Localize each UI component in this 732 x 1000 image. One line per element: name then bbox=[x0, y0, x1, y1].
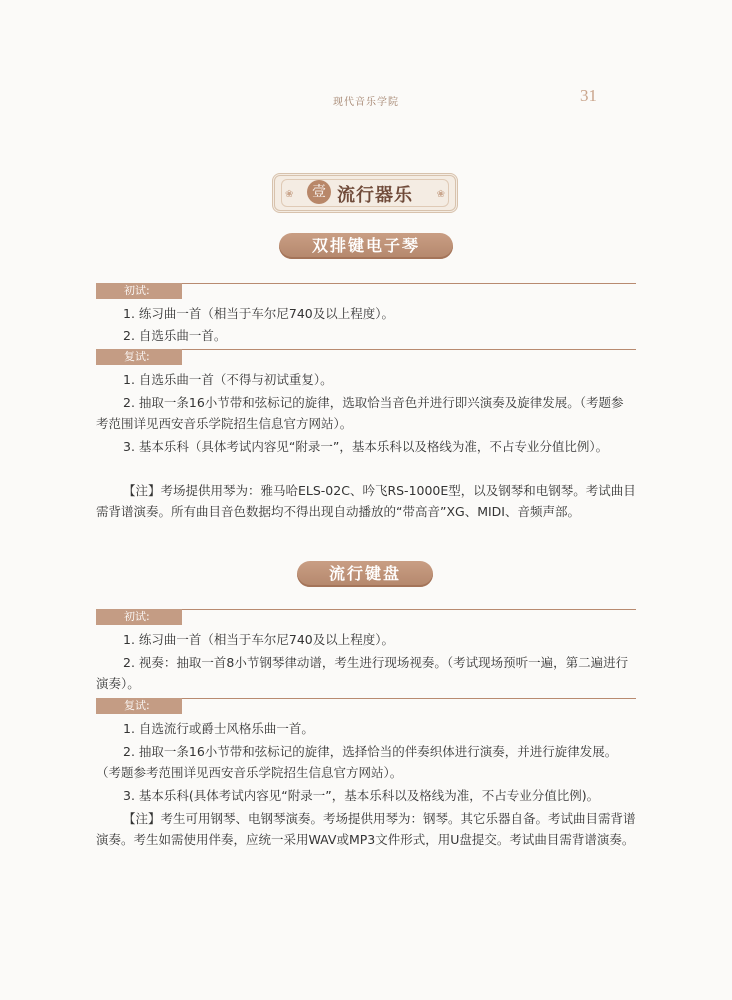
section-title: 流行器乐 bbox=[337, 185, 413, 206]
paragraph: 2. 视奏：抽取一首8小节钢琴律动谱，考生进行现场视奏。（考试现场预听一遍，第二遍进行演奏）。 bbox=[96, 655, 629, 691]
paragraph: 2. 抽取一条16小节带和弦标记的旋律，选取恰当音色并进行即兴演奏及旋律发展。（考题参考范围详见西安音乐学院招生信息官方网站）。 bbox=[96, 395, 624, 431]
ornament-right-icon: ❀ bbox=[436, 189, 445, 200]
label-preliminary bbox=[96, 283, 636, 299]
note-paragraph: 【注】考场提供用琴为：雅马哈ELS-02C、吟飞RS-1000E型，以及钢琴和电钢琴。考试曲目需背谱演奏。所有曲目音色数据均不得出现自动播放的“带高音”XG、MIDI、音频声部。 bbox=[96, 483, 636, 519]
note-paragraph: 【注】考生可用钢琴、电钢琴演奏。考场提供用琴为：钢琴。其它乐器自备。考试曲目需背谱演奏。考生如需使用伴奏，应统一采用WAV或MP3文件形式，用U盘提交。考试曲目需背谱演奏。 bbox=[96, 811, 636, 847]
paragraph: 1. 自选流行或爵士风格乐曲一首。 bbox=[123, 721, 314, 736]
label-final bbox=[96, 698, 636, 714]
paragraph: 3. 基本乐科（具体考试内容见“附录一”，基本乐科以及格线为准，不占专业分值比例）。 bbox=[123, 439, 609, 454]
label-preliminary bbox=[96, 609, 636, 625]
label-tag: 初试: bbox=[96, 283, 182, 299]
paragraph: 2. 自选乐曲一首。 bbox=[123, 328, 227, 343]
section-banner bbox=[272, 173, 458, 213]
paragraph: 1. 练习曲一首（相当于车尔尼740及以上程度）。 bbox=[123, 306, 395, 321]
label-tag: 初试: bbox=[96, 609, 182, 625]
paragraph: 1. 练习曲一首（相当于车尔尼740及以上程度）。 bbox=[123, 632, 395, 647]
header-title: 现代音乐学院 bbox=[333, 97, 399, 108]
paragraph: 1. 自选乐曲一首（不得与初试重复）。 bbox=[123, 372, 333, 387]
label-tag: 复试: bbox=[96, 698, 182, 714]
paragraph: 2. 抽取一条16小节带和弦标记的旋律，选择恰当的伴奏织体进行演奏，并进行旋律发展。（考题参考范围详见西安音乐学院招生信息官方网站）。 bbox=[96, 744, 618, 780]
ornament-left-icon: ❀ bbox=[285, 189, 294, 200]
subsection-title: 流行键盘 bbox=[297, 561, 433, 587]
paragraph: 3. 基本乐科(具体考试内容见“附录一”，基本乐科以及格线为准，不占专业分值比例)。 bbox=[123, 788, 600, 803]
page-number: 31 bbox=[580, 86, 597, 105]
label-final bbox=[96, 349, 636, 365]
label-tag: 复试: bbox=[96, 349, 182, 365]
section-seal: 壹 bbox=[307, 180, 331, 204]
subsection-title: 双排键电子琴 bbox=[279, 233, 453, 259]
